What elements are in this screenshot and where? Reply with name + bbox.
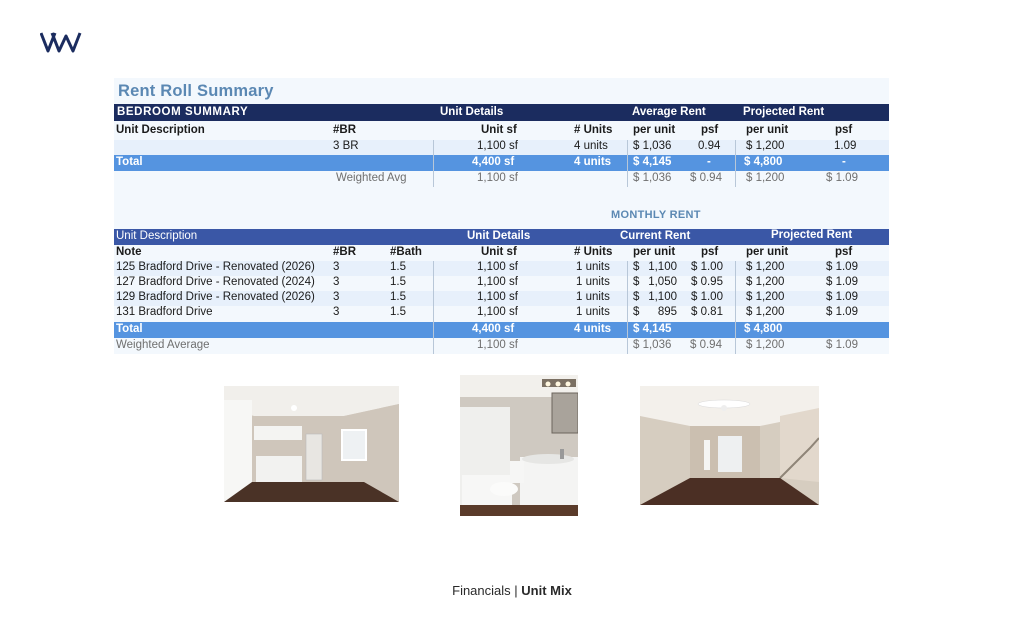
- unit-sf: 1,100 sf: [477, 276, 518, 288]
- col-br: #BR: [333, 124, 357, 136]
- unit-proj-psf: $ 1.09: [826, 291, 858, 303]
- detail-weighted-psf: $ 0.94: [690, 339, 722, 351]
- unit-rent: 1,100: [648, 291, 677, 303]
- summary-total-per-unit: $ 4,145: [633, 156, 672, 168]
- table-row: [114, 291, 889, 306]
- unit-proj-rent: $ 1,200: [746, 306, 785, 318]
- col-unit-sf: Unit sf: [481, 124, 517, 136]
- divider: [627, 261, 628, 354]
- col-note: Note: [116, 246, 142, 258]
- unit-count: 1 units: [576, 306, 610, 318]
- col-units: # Units: [574, 124, 613, 136]
- unit-sf: 1,100 sf: [477, 261, 518, 273]
- unit-psf: $ 1.00: [691, 261, 723, 273]
- footer-section: Financials: [452, 583, 511, 598]
- detail-current-rent-label: Current Rent: [620, 230, 691, 242]
- unit-proj-rent: $ 1,200: [746, 291, 785, 303]
- col-psf: psf: [701, 124, 719, 136]
- currency-symbol: $: [633, 291, 640, 303]
- summary-weighted-psf: $ 0.94: [690, 172, 722, 184]
- footer-page-name: Unit Mix: [521, 583, 572, 598]
- company-logo: [40, 30, 82, 54]
- summary-weighted-unit-sf: 1,100 sf: [477, 172, 518, 184]
- col-bath: #Bath: [390, 246, 422, 258]
- unit-note: 127 Bradford Drive - Renovated (2024): [116, 276, 315, 288]
- unit-bath: 1.5: [390, 261, 406, 273]
- unit-psf: $ 0.81: [691, 306, 723, 318]
- unit-rent: 1,100: [648, 261, 677, 273]
- summary-unit-details-label: Unit Details: [440, 106, 504, 118]
- summary-total-row: [114, 155, 889, 171]
- col-unit-description: Unit Description: [116, 124, 205, 136]
- summary-per-unit: $ 1,036: [633, 140, 672, 152]
- summary-proj-per-unit: $ 1,200: [746, 140, 785, 152]
- table-row: [114, 276, 889, 291]
- col-unit-sf: Unit sf: [481, 246, 517, 258]
- unit-psf: $ 1.00: [691, 291, 723, 303]
- unit-bath: 1.5: [390, 306, 406, 318]
- unit-sf: 1,100 sf: [477, 306, 518, 318]
- detail-total-proj-per-unit: $ 4,800: [744, 323, 783, 335]
- summary-row: [114, 140, 889, 155]
- unit-proj-rent: $ 1,200: [746, 276, 785, 288]
- unit-count: 1 units: [576, 261, 610, 273]
- currency-symbol: $: [633, 306, 640, 318]
- summary-average-rent-label: Average Rent: [632, 106, 706, 118]
- detail-header-bar: [114, 229, 889, 245]
- summary-total-psf: -: [707, 156, 711, 168]
- unit-count: 1 units: [576, 291, 610, 303]
- unit-rent: 895: [657, 306, 677, 318]
- unit-proj-psf: $ 1.09: [826, 276, 858, 288]
- detail-weighted-row: [114, 339, 889, 354]
- currency-symbol: $: [633, 261, 640, 273]
- unit-proj-rent: $ 1,200: [746, 261, 785, 273]
- summary-weighted-label: Weighted Avg: [336, 172, 407, 184]
- summary-projected-rent-label: Projected Rent: [743, 106, 825, 118]
- unit-note: 131 Bradford Drive: [116, 306, 213, 318]
- footer: [0, 583, 1024, 598]
- summary-header-bar: [114, 104, 889, 121]
- currency-symbol: $: [633, 276, 640, 288]
- detail-weighted-proj-psf: $ 1.09: [826, 339, 858, 351]
- unit-proj-psf: $ 1.09: [826, 261, 858, 273]
- summary-total-proj-per-unit: $ 4,800: [744, 156, 783, 168]
- detail-total-per-unit: $ 4,145: [633, 323, 672, 335]
- col-br: #BR: [333, 246, 357, 258]
- col-proj-psf: psf: [835, 246, 853, 258]
- divider: [627, 140, 628, 187]
- table-row: [114, 306, 889, 321]
- divider: [433, 261, 434, 354]
- summary-units: 4 units: [574, 140, 608, 152]
- table-row: [114, 261, 889, 276]
- summary-total-unit-sf: 4,400 sf: [472, 156, 515, 168]
- monthly-rent-label: MONTHLY RENT: [611, 209, 701, 221]
- summary-unit-sf: 1,100 sf: [477, 140, 518, 152]
- page-title: Rent Roll Summary: [118, 82, 274, 100]
- summary-br: 3 BR: [333, 140, 359, 152]
- bathroom-photo: [460, 375, 578, 516]
- detail-total-unit-sf: 4,400 sf: [472, 323, 515, 335]
- unit-br: 3: [333, 261, 340, 273]
- summary-total-proj-psf: -: [842, 156, 846, 168]
- unit-br: 3: [333, 291, 340, 303]
- detail-column-headers: [114, 246, 889, 261]
- col-psf: psf: [701, 246, 719, 258]
- summary-weighted-per-unit: $ 1,036: [633, 172, 672, 184]
- detail-unit-description-label: Unit Description: [116, 230, 198, 242]
- summary-total-label: Total: [116, 156, 143, 168]
- divider: [433, 140, 434, 187]
- kitchen-photo: [224, 386, 399, 502]
- summary-section-label: BEDROOM SUMMARY: [117, 106, 249, 118]
- unit-note: 125 Bradford Drive - Renovated (2026): [116, 261, 315, 273]
- detail-projected-rent-label: Projected Rent: [771, 229, 853, 241]
- unit-br: 3: [333, 306, 340, 318]
- detail-weighted-per-unit: $ 1,036: [633, 339, 672, 351]
- unit-count: 1 units: [576, 276, 610, 288]
- unit-proj-psf: $ 1.09: [826, 306, 858, 318]
- col-per-unit: per unit: [633, 124, 676, 136]
- living-room-photo: [640, 386, 819, 505]
- detail-unit-details-label: Unit Details: [467, 230, 531, 242]
- col-proj-per-unit: per unit: [746, 124, 789, 136]
- detail-total-row: [114, 322, 889, 338]
- detail-weighted-proj-per-unit: $ 1,200: [746, 339, 785, 351]
- unit-psf: $ 0.95: [691, 276, 723, 288]
- unit-sf: 1,100 sf: [477, 291, 518, 303]
- col-proj-psf: psf: [835, 124, 853, 136]
- summary-psf: 0.94: [698, 140, 721, 152]
- unit-note: 129 Bradford Drive - Renovated (2026): [116, 291, 315, 303]
- detail-total-units: 4 units: [574, 323, 612, 335]
- col-proj-per-unit: per unit: [746, 246, 789, 258]
- unit-rent: 1,050: [648, 276, 677, 288]
- divider: [735, 140, 736, 187]
- unit-bath: 1.5: [390, 276, 406, 288]
- summary-total-units: 4 units: [574, 156, 612, 168]
- divider: [735, 261, 736, 354]
- unit-bath: 1.5: [390, 291, 406, 303]
- detail-weighted-unit-sf: 1,100 sf: [477, 339, 518, 351]
- detail-total-label: Total: [116, 323, 143, 335]
- footer-separator: |: [514, 583, 518, 598]
- summary-proj-psf: 1.09: [834, 140, 857, 152]
- summary-weighted-proj-per-unit: $ 1,200: [746, 172, 785, 184]
- summary-column-headers: [114, 124, 889, 139]
- summary-weighted-row: [114, 172, 889, 187]
- detail-weighted-label: Weighted Average: [116, 339, 210, 351]
- summary-weighted-proj-psf: $ 1.09: [826, 172, 858, 184]
- col-units: # Units: [574, 246, 613, 258]
- unit-br: 3: [333, 276, 340, 288]
- col-per-unit: per unit: [633, 246, 676, 258]
